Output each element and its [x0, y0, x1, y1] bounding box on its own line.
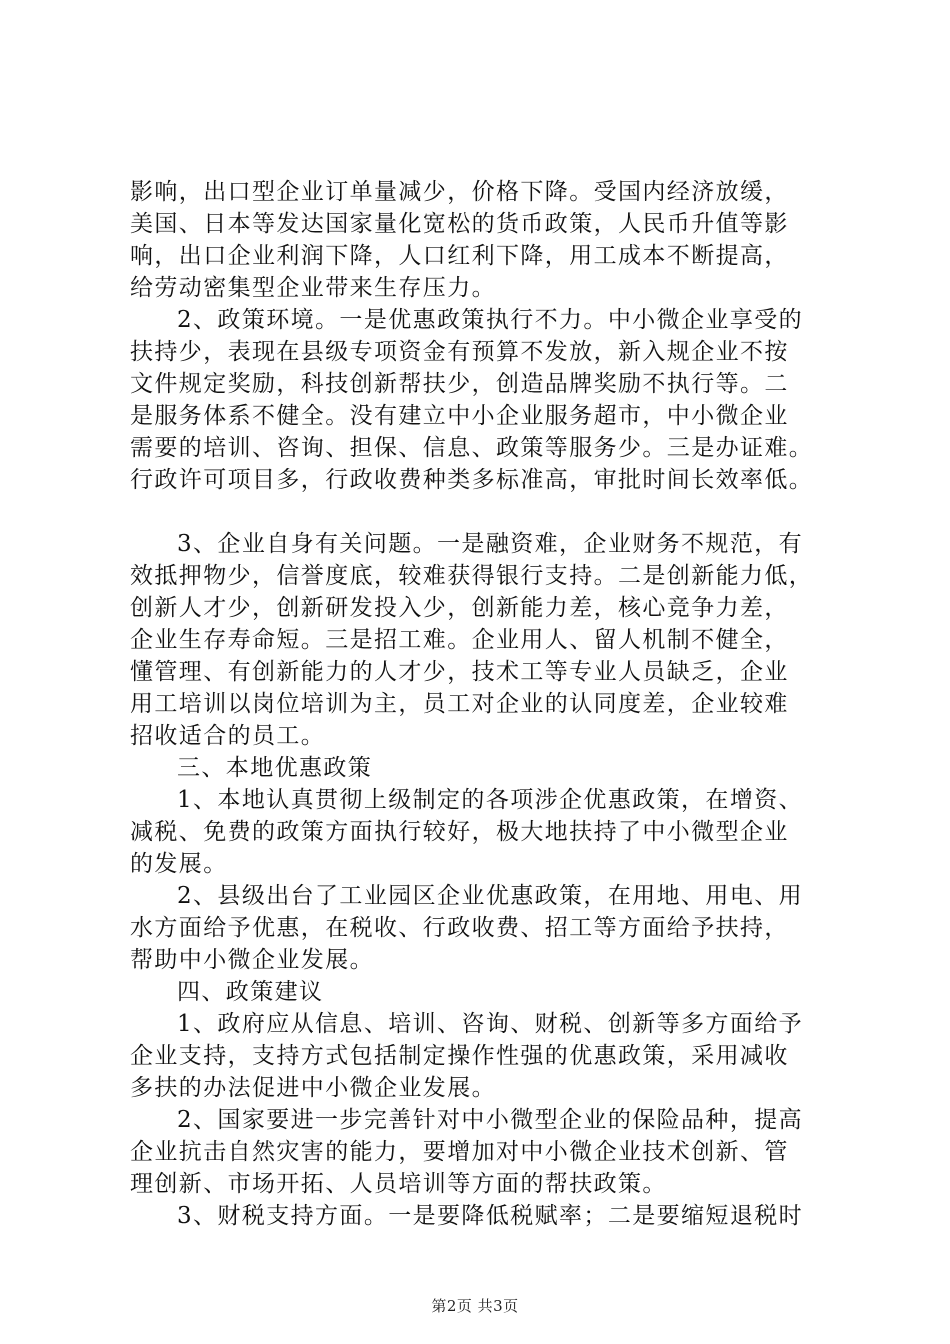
paragraph-start-line: 2、县级出台了工业园区企业优惠政策，在用地、用电、用: [177, 883, 804, 909]
paragraph-start-line: 2、国家要进一步完善针对中小微型企业的保险品种，提高: [177, 1107, 804, 1133]
text-line: 给劳动密集型企业带来生存压力。: [130, 275, 496, 301]
text-line: 扶持少，表现在县级专项资金有预算不发放，新入规企业不按: [130, 339, 789, 365]
paragraph-start-line: 3、财税支持方面。一是要降低税赋率；二是要缩短退税时: [177, 1203, 804, 1229]
text-line: 需要的培训、咨询、担保、信息、政策等服务少。三是办证难。: [130, 435, 814, 461]
page-number-footer: 第2页 共3页: [431, 1297, 519, 1315]
text-line: 影响，出口型企业订单量减少，价格下降。受国内经济放缓，: [130, 179, 789, 205]
text-line: 招收适合的员工。: [130, 723, 326, 749]
text-line: 用工培训以岗位培训为主，员工对企业的认同度差，企业较难: [130, 691, 789, 717]
paragraph-start-line: 1、政府应从信息、培训、咨询、财税、创新等多方面给予: [177, 1011, 804, 1037]
text-line: 是服务体系不健全。没有建立中小企业服务超市，中小微企业: [130, 403, 789, 429]
text-line: 懂管理、有创新能力的人才少，技术工等专业人员缺乏，企业: [130, 659, 789, 685]
text-line: 水方面给予优惠，在税收、行政收费、招工等方面给予扶持，: [130, 915, 789, 941]
text-line: 行政许可项目多，行政收费种类多标准高，审批时间长效率低。: [130, 467, 814, 493]
paragraph-start-line: 1、本地认真贯彻上级制定的各项涉企优惠政策，在增资、: [177, 787, 804, 813]
text-line: 减税、免费的政策方面执行较好，极大地扶持了中小微型企业: [130, 819, 789, 845]
text-line: 理创新、市场开拓、人员培训等方面的帮扶政策。: [130, 1171, 667, 1197]
text-line: 的发展。: [130, 851, 228, 877]
text-line: 响，出口企业利润下降，人口红利下降，用工成本不断提高，: [130, 243, 789, 269]
text-line: 文件规定奖励，科技创新帮扶少，创造品牌奖励不执行等。二: [130, 371, 789, 397]
paragraph-start-line: 2、政策环境。一是优惠政策执行不力。中小微企业享受的: [177, 307, 804, 333]
text-line: 效抵押物少，信誉度底，较难获得银行支持。二是创新能力低，: [130, 563, 814, 589]
text-line: 企业抗击自然灾害的能力，要增加对中小微企业技术创新、管: [130, 1139, 789, 1165]
text-line: 企业支持，支持方式包括制定操作性强的优惠政策，采用减收: [130, 1043, 789, 1069]
text-line: 美国、日本等发达国家量化宽松的货币政策，人民币升值等影: [130, 211, 789, 237]
text-line: 企业生存寿命短。三是招工难。企业用人、留人机制不健全，: [130, 627, 789, 653]
text-line: 多扶的办法促进中小微企业发展。: [130, 1075, 496, 1101]
paragraph-start-line: 3、企业自身有关问题。一是融资难，企业财务不规范，有: [177, 531, 804, 557]
section-heading: 四、政策建议: [177, 979, 324, 1005]
text-line: 帮助中小微企业发展。: [130, 947, 374, 973]
section-heading: 三、本地优惠政策: [177, 755, 373, 781]
text-line: 创新人才少，创新研发投入少，创新能力差，核心竞争力差，: [130, 595, 789, 621]
